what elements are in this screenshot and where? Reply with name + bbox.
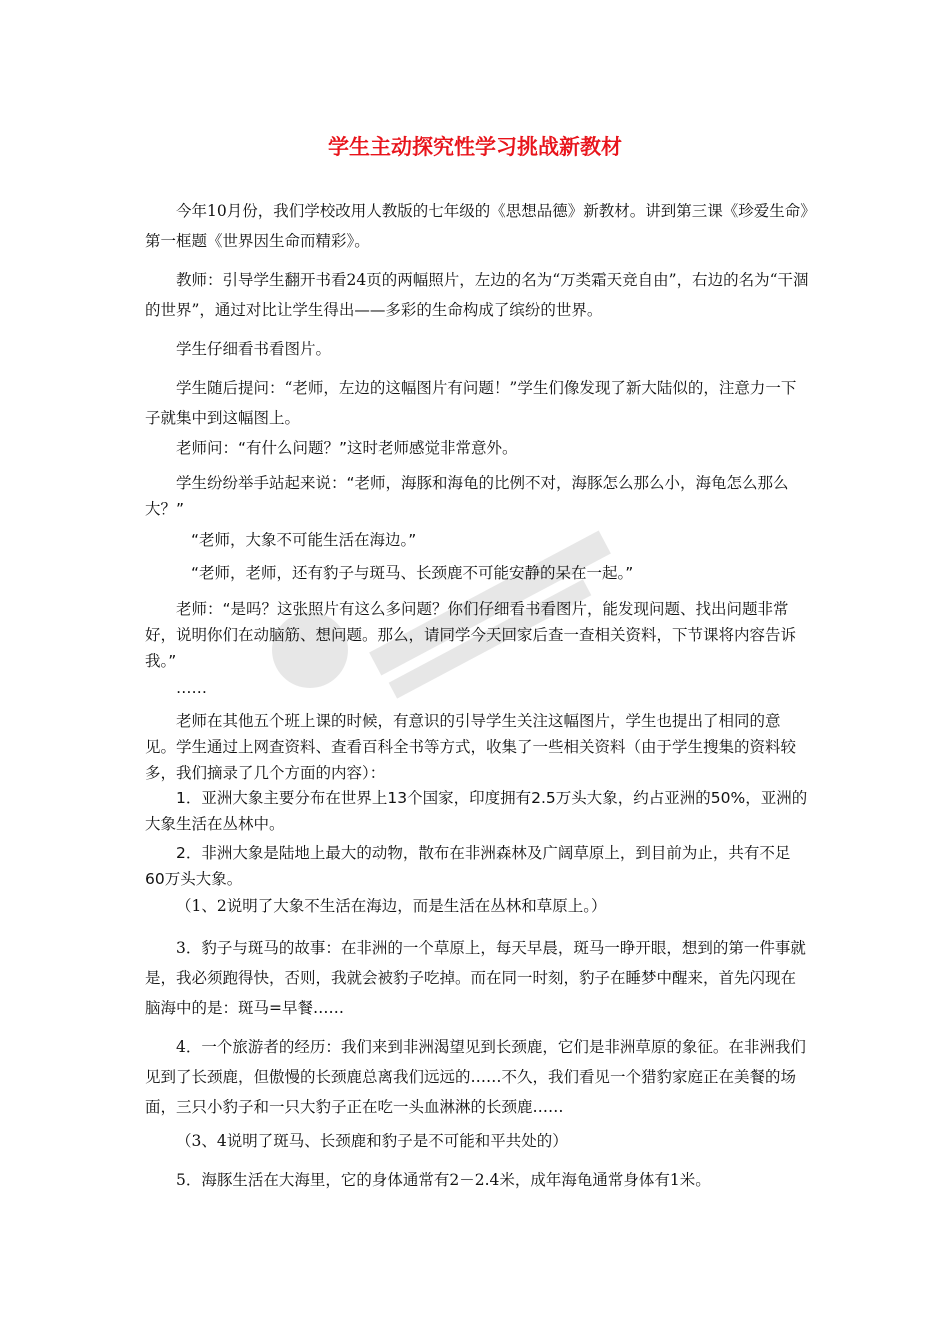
paragraph-students-look: 学生仔细看书看图片。 xyxy=(176,340,332,358)
paragraph-intro: 今年10月份，我们学校改用人教版的七年级的《思想品德》新教材。讲到第三课《珍爱生命》第一框题《世界因生命而精彩》。 xyxy=(145,202,808,250)
paragraph-teacher-asks: 老师问：“有什么问题？”这时老师感觉非常意外。 xyxy=(176,439,518,457)
paragraph-ellipsis: …… xyxy=(176,679,207,697)
paragraph-student-question: 学生随后提问：“老师，左边的这幅图片有问题！”学生们像发现了新大陆似的，注意力一下子就集中到这幅图上。 xyxy=(145,379,797,427)
list-item-leopard-zebra: 3．豹子与斑马的故事：在非洲的一个草原上，每天早晨，斑马一睁开眼，想到的第一件事就是，我必须跑得快，否则，我就会被豹子吃掉。而在同一时刻，豹子在睡梦中醒来，首先闪现在脑海中的是：斑马=早餐…… xyxy=(145,939,806,1017)
list-item-dolphin-turtle: 5．海豚生活在大海里，它的身体通常有2－2.4米，成年海龟通常身体有1米。 xyxy=(176,1171,711,1189)
paragraph-other-classes: 老师在其他五个班上课的时候，有意识的引导学生关注这幅图片，学生也提出了相同的意见。学生通过上网查资料、查看百科全书等方式，收集了一些相关资料（由于学生搜集的资料较多，我们摘录了几个方面的内容）： xyxy=(145,712,797,782)
document-title: 学生主动探究性学习挑战新教材 xyxy=(328,135,622,159)
note-items-1-2: （1、2说明了大象不生活在海边，而是生活在丛林和草原上。） xyxy=(176,897,607,915)
paragraph-elephant-quote: “老师，大象不可能生活在海边。” xyxy=(191,531,417,549)
paragraph-leopard-quote: “老师，老师，还有豹子与斑马、长颈鹿不可能安静的呆在一起。” xyxy=(191,564,634,582)
paragraph-teacher-guide: 教师：引导学生翻开书看24页的两幅照片，左边的名为“万类霜天竞自由”，右边的名为“干涸的世界”，通过对比让学生得出——多彩的生命构成了缤纷的世界。 xyxy=(145,271,809,319)
note-items-3-4: （3、4说明了斑马、长颈鹿和豹子是不可能和平共处的） xyxy=(176,1132,568,1150)
paragraph-students-answer: 学生纷纷举手站起来说：“老师，海豚和海龟的比例不对，海豚怎么那么小，海龟怎么那么大？” xyxy=(145,474,789,518)
list-item-african-elephant: 2．非洲大象是陆地上最大的动物，散布在非洲森林及广阔草原上，到目前为止，共有不足60万头大象。 xyxy=(145,844,791,888)
paragraph-teacher-response: 老师：“是吗？这张照片有这么多问题？你们仔细看书看图片，能发现问题、找出问题非常好，说明你们在动脑筋、想问题。那么，请同学今天回家后查一查相关资料，下节课将内容告诉我。” xyxy=(145,600,797,670)
list-item-traveler-giraffe: 4．一个旅游者的经历：我们来到非洲渴望见到长颈鹿，它们是非洲草原的象征。在非洲我们见到了长颈鹿，但傲慢的长颈鹿总离我们远远的……不久，我们看见一个猎豹家庭正在美餐的场面，三只小豹子和一只大豹子正在吃一头血淋淋的长颈鹿…… xyxy=(145,1038,806,1116)
list-item-asian-elephant: 1．亚洲大象主要分布在世界上13个国家，印度拥有2.5万头大象，约占亚洲的50%，亚洲的大象生活在丛林中。 xyxy=(145,789,808,833)
